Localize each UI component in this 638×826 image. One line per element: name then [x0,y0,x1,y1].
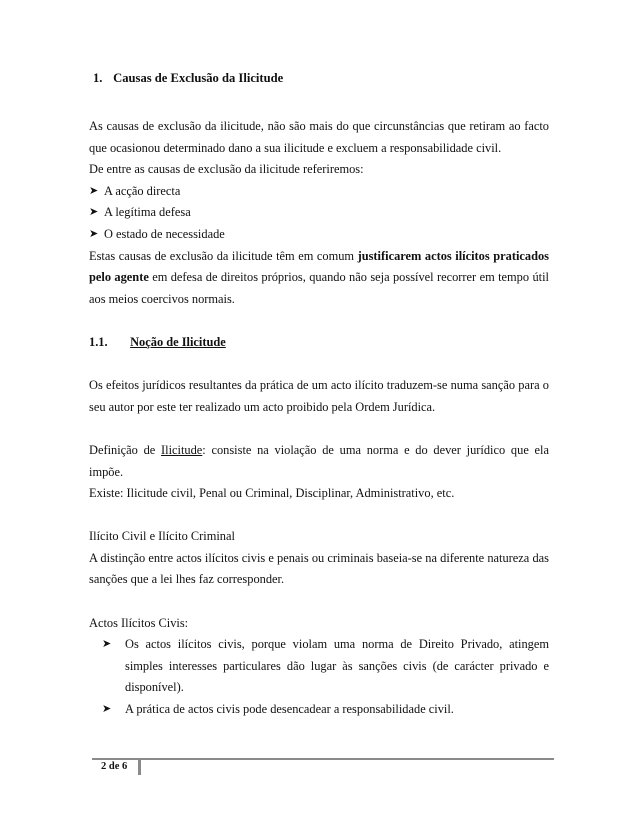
common-text-bold: justificarem actos ilícitos praticados pelo agente [89,248,549,285]
subsection-number: 1.1. [89,334,108,349]
definition-paragraph [89,440,549,483]
arrow-bullet-icon: ➤ [89,184,99,197]
section-heading [93,71,283,86]
arrow-bullet-icon: ➤ [102,638,112,651]
page-number: 2 de 6 [101,761,128,772]
exists-paragraph: Existe: Ilicitude civil, Penal ou Criminal, Disciplinar, Administrativo, etc. [89,486,455,501]
definition-text-start: Definição de [89,442,161,457]
arrow-bullet-icon: ➤ [102,703,112,716]
common-text-start: Estas causas de exclusão da ilicitude têm em comum [89,248,358,263]
subsection-heading [89,332,549,354]
list-item [102,699,549,721]
definition-text-end: : consiste na violação de uma norma e do dever jurídico que ela impõe. [89,442,549,479]
intro-list-lead: De entre as causas de exclusão da ilicitude referiremos: [89,162,364,177]
common-text-end: em defesa de direitos próprios, quando não seja possível recorrer em tempo útil aos meios coercivos normais. [89,270,549,306]
subsection-title: Noção de Ilicitude [130,334,226,349]
civil-acts-title: Actos Ilícitos Civis: [89,615,189,630]
footer-divider-vertical [138,758,141,775]
list-item [89,202,549,224]
footer-divider [92,758,554,760]
heading-title: Causas de Exclusão da Ilicitude [113,71,284,85]
effects-paragraph: Os efeitos jurídicos resultantes da prática de um acto ilícito traduzem-se numa sanção para o seu autor por este ter realizado um acto proibido pela Ordem Jurídica. [89,378,549,414]
civil-criminal-paragraph: A distinção entre actos ilícitos civis e penais ou criminais baseia-se na diferente natureza das sanções que a lei lhes faz corresponder. [89,550,549,587]
definition-term: Ilicitude [161,442,203,457]
list-item [89,224,549,246]
list-item [102,634,549,699]
list-item-text: O estado de necessidade [104,226,225,241]
list-item-text: Os actos ilícitos civis, porque violam uma norma de Direito Privado, atingem simples interesses particulares dão lugar às sanções civis (de carácter privado e disponível). [125,637,549,695]
list-item-text: A acção directa [104,183,181,198]
civil-criminal-title: Ilícito Civil e Ilícito Criminal [89,529,235,544]
document-body [89,116,549,721]
heading-number: 1. [93,71,103,85]
intro-paragraph: As causas de exclusão da ilicitude, não são mais do que circunstâncias que retiram ao facto que ocasionou determinado dano a sua ilicitude e excluem a responsabilidade civil. [89,119,549,155]
list-item-text: A prática de actos civis pode desencadear a responsabilidade civil. [125,702,454,717]
list-item-text: A legítima defesa [104,205,191,220]
arrow-bullet-icon: ➤ [89,206,99,219]
list-item [89,181,549,203]
common-paragraph [89,246,549,311]
arrow-bullet-icon: ➤ [89,227,99,240]
